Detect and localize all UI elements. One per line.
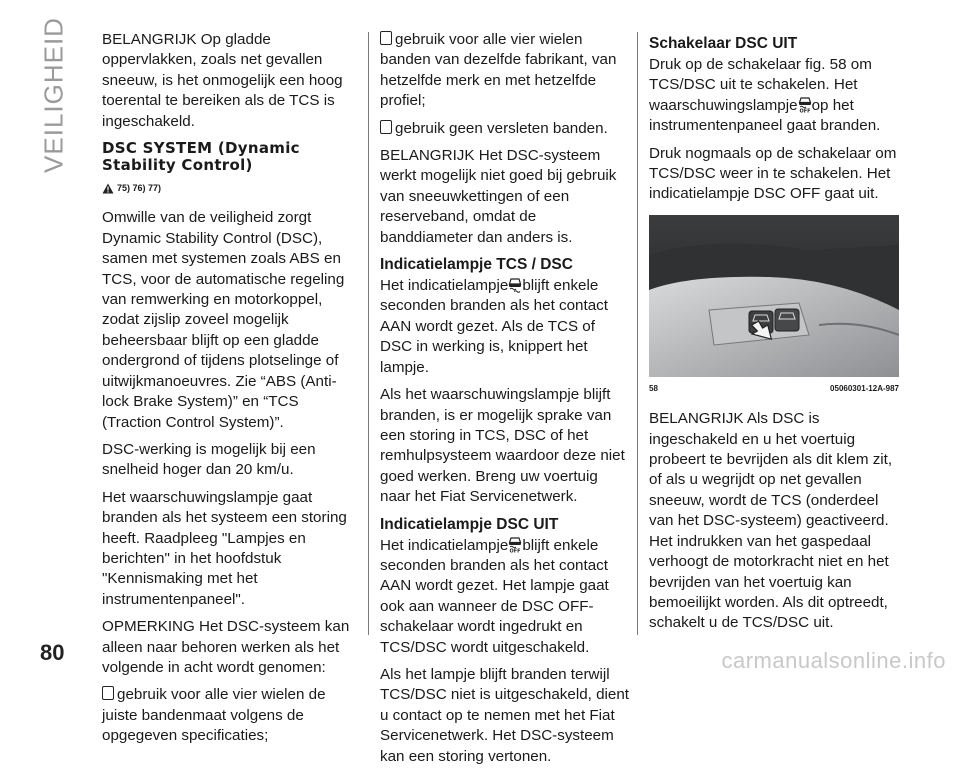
dsc-off-indicator-heading: Indicatielampje DSC UIT	[380, 515, 559, 533]
tcs-indicator-paragraph	[380, 276, 630, 378]
off-icon-label: OFF	[509, 548, 521, 553]
dsc-switch-photo	[649, 215, 899, 377]
column-divider-1	[368, 32, 369, 635]
switch-text-post: op het instrumentenpaneel gaat branden.	[649, 96, 881, 135]
warning-refs-text: 75) 76) 77)	[117, 183, 162, 194]
switch-paragraph-2: Druk nogmaals op de schakelaar om TCS/DSC weer in te schakelen. Het indicatielampje DSC OFF gaat uit.	[649, 144, 897, 203]
dsc-paragraph-2: DSC-werking is mogelijk bij een snelheid hoger dan 20 km/u.	[102, 440, 316, 479]
dsc-off-indicator-paragraph	[380, 536, 630, 658]
bullet-item-1	[102, 685, 358, 746]
bullet-item-2	[380, 30, 630, 112]
dsc-heading-line1: DSC SYSTEM (Dynamic	[102, 139, 300, 158]
dsc-text-post: blijft enkele seconden branden als het contact AAN wordt gezet. Het lampje gaat ook aan wanneer de DSC OFF-schakelaar wordt ingedrukt en TCS/DSC wordt uitgeschakeld.	[380, 536, 609, 656]
bullet-item-3-text: gebruik geen versleten banden.	[395, 119, 608, 137]
dsc-paragraph-1: Omwille van de veiligheid zorgt Dynamic Stability Control (DSC), samen met systemen zoals ABS en TCS, voor de automatische regeling van remwerking en motorkoppel, zodat zijslip zoveel mogelijk beheersbaar blijft op een gladde ondergrond of tijdens plotselinge of uitwijkmanoeuvres. Zie “ABS (Anti-lock Brake System)” en “TCS (Traction Control System)”.	[102, 209, 345, 431]
dsc-off-switch-heading: Schakelaar DSC UIT	[649, 35, 798, 52]
bullet-box-icon	[102, 686, 114, 700]
skid-car-off-icon	[508, 537, 522, 553]
bullet-item-2-text: gebruik voor alle vier wielen banden van dezelfde fabrikant, van hetzelfde merk en met hetzelfde profiel;	[380, 31, 617, 110]
bullet-box-icon	[380, 31, 392, 45]
section-side-title-text: VEILIGHEID	[38, 17, 69, 173]
dsc-off-warning-paragraph: Als het lampje blijft branden terwijl TCS/DSC niet is uitgeschakeld, dient u contact op te nemen met het Fiat Servicenetwerk. Het DSC-systeem kan een storing vertonen.	[380, 665, 630, 765]
watermark-text: carmanualsonline.info	[721, 648, 946, 673]
column-2	[380, 30, 630, 774]
tcs-text-post: blijft enkele seconden branden als het contact AAN wordt gezet. Als de TCS of DSC in werking is, knippert het lampje.	[380, 277, 608, 376]
tcs-indicator-heading: Indicatielampje TCS / DSC	[380, 256, 573, 274]
tcs-activation-note: BELANGRIJK Als DSC is ingeschakeld en u het voertuig probeert te bevrijden als dit klem zit, of als u wegrijdt op net gevallen sneeuw, wordt de TCS (onderdeel van het DSC-systeem) geactiveerd. Het indrukken van het gaspedaal verhoogt de motorkracht niet en het bevrijden van het voertuig kan bemoeilijkt worden. Als dit optreedt, schakelt u de TCS/DSC uit.	[649, 410, 893, 632]
column-divider-2	[637, 32, 638, 635]
off-icon-label: OFF	[799, 108, 811, 113]
column-3	[649, 30, 904, 641]
tcs-text-pre: Het indicatielampje	[380, 277, 509, 295]
figure-number: 58	[649, 383, 658, 393]
warning-triangle-icon	[102, 183, 114, 194]
dsc-text-pre: Het indicatielampje	[380, 536, 509, 554]
skid-car-off-icon	[798, 97, 812, 113]
skid-car-icon	[508, 277, 522, 293]
chains-note: BELANGRIJK Het DSC-systeem werkt mogelijk niet goed bij gebruik van sneeuwkettingen of een reserveband, omdat de banddiameter dan anders is.	[380, 147, 617, 246]
switch-paragraph-1	[649, 55, 904, 137]
figure-code: 05060301-12A-987	[830, 383, 899, 393]
page-number: 80	[40, 640, 65, 665]
dsc-paragraph-3: Het waarschuwingslampje gaat branden als het systeem een storing heeft. Raadpleeg "Lampjes en berichten" in het hoofdstuk "Kennismaking met het instrumentenpaneel".	[102, 488, 347, 608]
bullet-box-icon	[380, 120, 392, 134]
dsc-heading-line2: Stability Control)	[102, 156, 253, 175]
dashboard-illustration	[649, 215, 899, 377]
switch-text-pre: Druk op de schakelaar fig. 58 om TCS/DSC uit te schakelen. Het waarschuwingslampje	[649, 56, 872, 114]
tcs-warning-paragraph: Als het waarschuwingslampje blijft branden, is er mogelijk sprake van een storing in TCS, DSC of het remhulpsysteem waardoor deze niet goed werken. Breng uw voertuig naar het Fiat Servicenetwerk.	[380, 386, 625, 506]
bullet-item-1-text: gebruik voor alle vier wielen de juiste bandenmaat volgens de opgegeven specificaties;	[102, 686, 326, 745]
warning-references	[102, 178, 358, 198]
intro-note: BELANGRIJK Op gladde oppervlakken, zoals net gevallen sneeuw, is het onmogelijk een hoog toerental te bereiken als de TCS is ingeschakeld.	[102, 31, 343, 130]
dsc-note: OPMERKING Het DSC-systeem kan alleen naar behoren werken als het volgende in acht wordt genomen:	[102, 618, 350, 676]
section-side-title	[26, 17, 82, 173]
figure-caption	[649, 379, 899, 399]
bullet-item-3	[380, 119, 630, 139]
column-1	[102, 30, 358, 754]
dsc-heading	[102, 140, 358, 174]
